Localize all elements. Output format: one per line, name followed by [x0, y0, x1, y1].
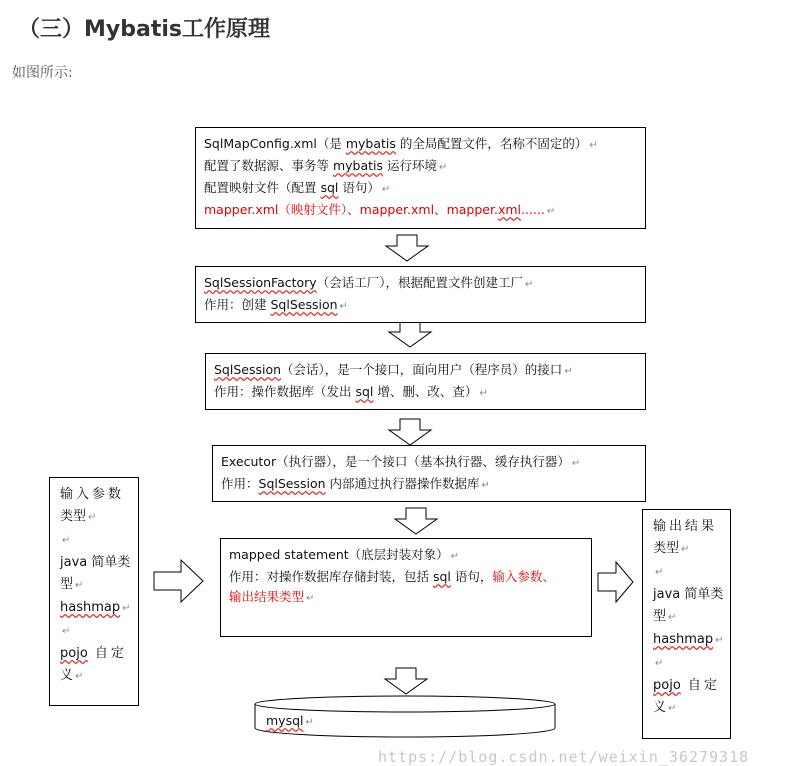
input-blank-line	[60, 529, 130, 552]
input-parameters-box	[49, 477, 139, 706]
paragraph-mark-icon: ↵	[564, 366, 573, 377]
paragraph-mark-icon: ↵	[339, 301, 348, 312]
output-line-4: 型 ↵	[653, 609, 677, 624]
paragraph-mark-icon: ↵	[715, 635, 724, 646]
paragraph-mark-icon: ↵	[62, 535, 71, 546]
paragraph-mark-icon: ↵	[655, 567, 664, 578]
executor-line-2: 作用：SqlSession 内部通过执行器操作数据库 ↵	[221, 476, 490, 491]
paragraph-mark-icon: ↵	[668, 703, 677, 714]
paragraph-mark-icon: ↵	[681, 544, 690, 555]
mapped-statement-line-1: mapped statement（底层封装对象） ↵	[229, 547, 460, 562]
mapped-statement-box	[220, 538, 592, 637]
output-line-1: 输出结果	[653, 519, 718, 534]
input-line-7: 义 ↵	[60, 668, 84, 683]
sqlsessionfactory-line-1: SqlSessionFactory（会话工厂），根据配置文件创建工厂 ↵	[204, 275, 534, 290]
paragraph-mark-icon: ↵	[524, 279, 534, 290]
down-arrow-icon	[386, 320, 434, 348]
paragraph-mark-icon: ↵	[481, 480, 490, 491]
sqlsessionfactory-line-2: 作用：创建 SqlSession ↵	[204, 297, 348, 312]
paragraph-mark-icon: ↵	[305, 717, 314, 728]
output-line-7: 义 ↵	[653, 700, 677, 715]
input-line-5: hashmap ↵	[60, 600, 131, 615]
sqlsession-line-1: SqlSession（会话），是一个接口，面向用户（程序员）的接口 ↵	[214, 362, 573, 377]
paragraph-mark-icon: ↵	[546, 206, 556, 217]
page-title: （三）Mybatis工作原理	[18, 17, 270, 42]
mapped-statement-line-3: 输出结果类型 ↵	[229, 589, 315, 604]
right-arrow-icon	[597, 560, 635, 604]
output-line-6: pojo 自定	[653, 678, 720, 693]
mapped-statement-line-2: 作用：对操作数据库存储封装，包括 sql 语句，输入参数、	[229, 569, 555, 584]
sqlmapconfig-box	[195, 127, 646, 229]
paragraph-mark-icon: ↵	[88, 512, 97, 523]
paragraph-mark-icon: ↵	[439, 162, 448, 173]
input-line-2: 类型 ↵	[60, 509, 97, 524]
down-arrow-icon	[386, 418, 434, 446]
down-arrow-icon	[392, 507, 440, 535]
sqlmapconfig-line-4: mapper.xml（映射文件）、mapper.xml、mapper.xml...... ↵	[204, 202, 556, 217]
output-results-box	[642, 509, 731, 739]
output-blank-line	[653, 561, 722, 584]
paragraph-mark-icon: ↵	[655, 658, 664, 669]
sqlmapconfig-line-3: 配置映射文件（配置 sql 语句） ↵	[204, 180, 391, 195]
database-label: mysql ↵	[266, 713, 314, 728]
right-arrow-icon	[153, 558, 205, 604]
paragraph-mark-icon: ↵	[571, 458, 581, 469]
input-line-3: java 简单类	[60, 555, 131, 570]
executor-box	[212, 445, 646, 502]
input-line-6: pojo 自定	[60, 646, 127, 661]
sqlsessionfactory-box	[195, 266, 646, 323]
paragraph-mark-icon: ↵	[381, 184, 391, 195]
sqlmapconfig-line-1: SqlMapConfig.xml（是 mybatis 的全局配置文件，名称不固定的） ↵	[204, 136, 598, 151]
watermark: https://blog.csdn.net/weixin_36279318	[378, 748, 750, 766]
output-blank-line	[653, 652, 722, 675]
paragraph-mark-icon: ↵	[75, 671, 84, 682]
input-line-4: 型 ↵	[60, 577, 84, 592]
down-arrow-icon	[383, 234, 431, 262]
output-line-2: 类型 ↵	[653, 541, 690, 556]
paragraph-mark-icon: ↵	[450, 551, 460, 562]
down-arrow-icon	[382, 667, 430, 695]
paragraph-mark-icon: ↵	[306, 593, 315, 604]
paragraph-mark-icon: ↵	[589, 140, 598, 151]
paragraph-mark-icon: ↵	[668, 612, 677, 623]
input-line-1: 输入参数	[60, 487, 125, 502]
sqlsession-line-2: 作用：操作数据库（发出 sql 增、删、改、查） ↵	[214, 384, 488, 399]
paragraph-mark-icon: ↵	[75, 580, 84, 591]
intro-text: 如图所示:	[12, 65, 73, 81]
output-line-5: hashmap ↵	[653, 632, 724, 647]
sqlmapconfig-line-2: 配置了数据源、事务等 mybatis 运行环境 ↵	[204, 158, 448, 173]
sqlsession-box	[205, 353, 646, 410]
output-line-3: java 简单类	[653, 587, 724, 602]
paragraph-mark-icon: ↵	[479, 388, 488, 399]
input-blank-line	[60, 620, 130, 643]
paragraph-mark-icon: ↵	[62, 626, 71, 637]
executor-line-1: Executor（执行器），是一个接口（基本执行器、缓存执行器） ↵	[221, 454, 581, 469]
paragraph-mark-icon: ↵	[122, 603, 131, 614]
